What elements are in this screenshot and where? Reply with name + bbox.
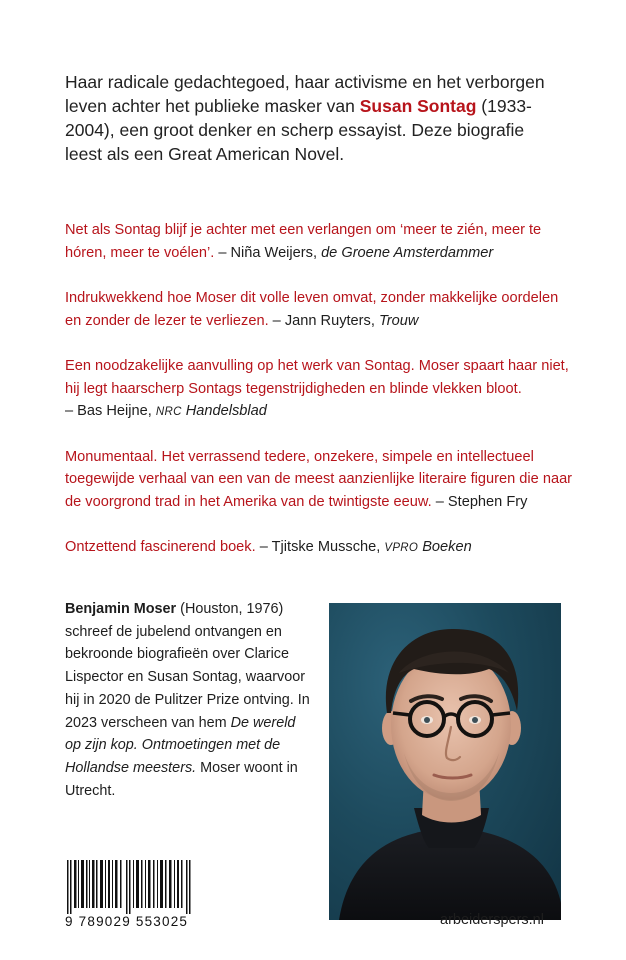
subject-name: Susan Sontag [359, 96, 477, 116]
intro-text-before: Haar radicale gedachtegoed, haar activisme en het verborgen leven achter het publieke masker van [65, 72, 545, 116]
quote-text: Net als Sontag blijf je achter met een verlangen om ‘meer te zién, meer te hóren, meer te voélen’. [65, 222, 542, 261]
barcode-icon [65, 860, 195, 914]
portrait-photo-icon [329, 603, 561, 920]
author-name: Benjamin Moser [65, 601, 177, 617]
quote-source: Trouw [378, 312, 419, 329]
review-quote [65, 287, 575, 333]
intro-text-after: (1933-2004), een groot denker en scherp essayist. Deze biografie leest als een Great American Novel. [65, 96, 532, 164]
quote-text: Monumentaal. Het verrassend tedere, onzekere, simpele en intellectueel toegewijde verhaal van een van de meest aanzienlijke literaire figuren die naar de voorgrond trad in het Amerika van de twintigste eeuw. [65, 448, 573, 510]
bio-text-end: Moser woont in Utrecht. [65, 759, 298, 799]
intro-blurb [65, 70, 565, 166]
quote-source-small: NRC [155, 406, 182, 418]
review-quotes [65, 219, 575, 582]
quote-attribution: – Bas Heijne, [65, 403, 156, 419]
quote-attribution: – Tjitske Mussche, [255, 539, 385, 555]
quote-attribution: – Jann Ruyters, [268, 312, 379, 329]
review-quote [65, 219, 575, 265]
quote-text: Indrukwekkend hoe Moser dit volle leven omvat, zonder makkelijke oordelen en zonder de lezer te verliezen. [65, 290, 559, 329]
quote-text: Ontzettend fascinerend boek. [65, 539, 256, 555]
quote-source-small: VPRO [384, 542, 419, 554]
author-bio [65, 598, 315, 802]
publisher-url: arbeiderspers.nl [440, 912, 544, 928]
book-title: De wereld op zijn kop. Ontmoetingen met de Hollandse meesters. [65, 714, 296, 776]
review-quote [65, 446, 575, 515]
quote-source: Boeken [418, 539, 472, 555]
quote-attribution: – Stephen Fry [431, 493, 528, 510]
quote-text: Een noodzakelijke aanvulling op het werk van Sontag. Moser spaart haar niet, hij legt haarscherp Sontags tegenstrijdigheden en blinde vlekken bloot. [65, 358, 569, 397]
quote-source: Handelsblad [181, 403, 267, 419]
review-quote [65, 536, 575, 560]
quote-source: de Groene Amsterdammer [321, 244, 494, 261]
isbn-number: 9 789029 553025 [65, 914, 189, 929]
review-quote [65, 355, 575, 424]
bio-text: (Houston, 1976) schreef de jubelend ontvangen en bekroonde biografieën over Clarice Lispector en Susan Sontag, waarvoor hij in 2020 de Pulitzer Prize ontving. In 2023 verscheen van hem [65, 601, 310, 731]
author-photo [329, 603, 561, 920]
quote-attribution: – Niña Weijers, [214, 244, 322, 261]
